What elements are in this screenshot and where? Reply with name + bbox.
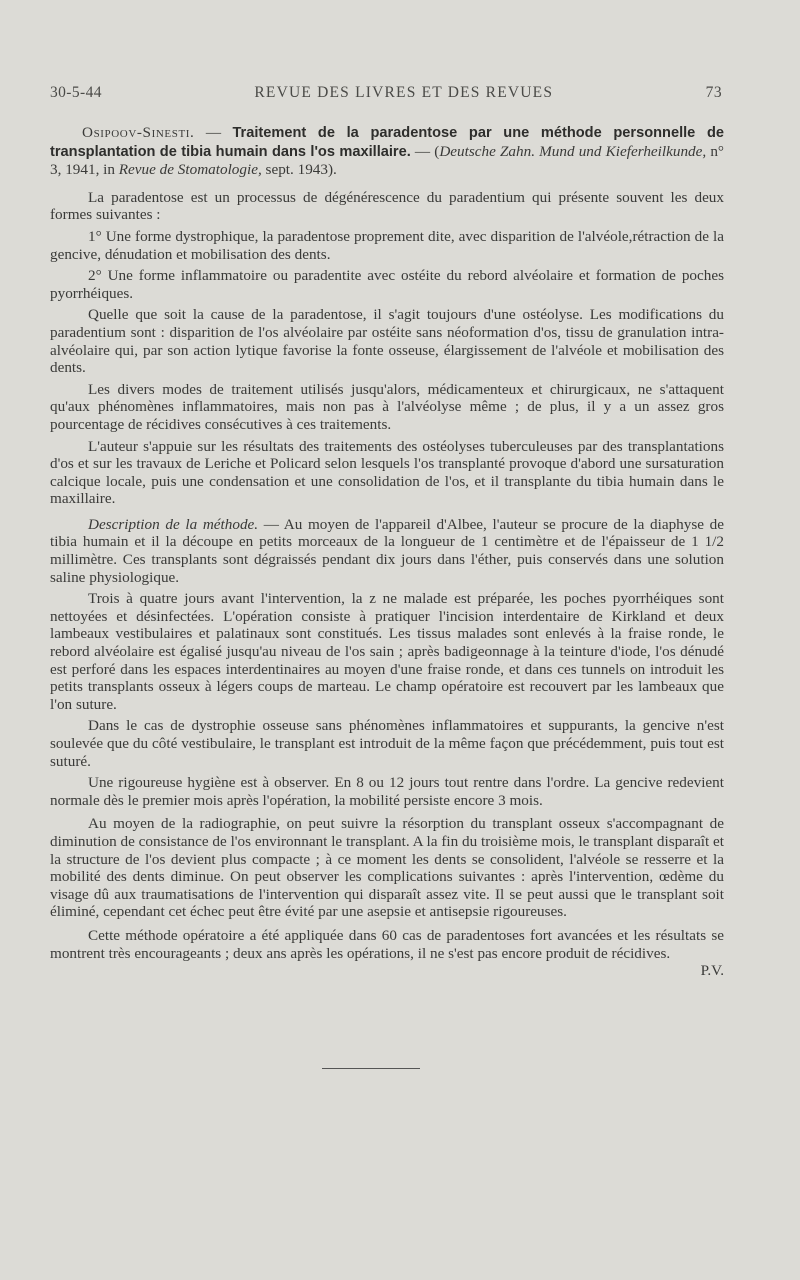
header-date: 30-5-44	[50, 84, 102, 101]
paragraph-text: — Au moyen de l'appareil d'Albee, l'auteur se procure de la diaphyse de tibia humain et il la découpe en petits morceaux de la longueur de 1 centimètre et de l'épaisseur de 1 1/2 millimètre. Ces transplants sont dégraissés pendant dix jours dans l'éther, puis conservés dans une solution saline physiologique.	[50, 515, 724, 586]
paragraph-text: Cette méthode opératoire a été appliquée dans 60 cas de paradentoses fort avancées et les résultats se montrent très encourageants ; deux ans après les opérations, il ne s'est pas encore produit de récidives.	[50, 926, 724, 962]
signature: P.V.	[700, 962, 724, 980]
paragraph: Une rigoureuse hygiène est à observer. En 8 ou 12 jours tout rentre dans l'ordre. La gencive redevient normale dès le premier mois après l'opération, la mobilité persiste encore 3 mois.	[50, 774, 724, 809]
paragraph: Dans le cas de dystrophie osseuse sans phénomènes inflammatoires et suppurants, la gencive n'est soulevée que du côté vestibulaire, le transplant est introduit de la même façon que précédemment, puis tout est suturé.	[50, 717, 724, 770]
running-header	[50, 84, 722, 102]
paragraph: Quelle que soit la cause de la paradentose, il s'agit toujours d'une ostéolyse. Les modifications du paradentium sont : disparition de l'os alvéolaire par ostéite sans néoformation d'os, tissu de granulation intra-alvéolaire qui, par son action lytique favorise la fonte osseuse, élargissement de l'alvéole et mobilisation des dents.	[50, 306, 724, 377]
section-label: Description de la méthode.	[88, 515, 259, 533]
paragraph: L'auteur s'appuie sur les résultats des traitements des ostéolyses tuberculeuses par des transplantations d'os et sur les travaux de Leriche et Policard selon lesquels l'os transplanté provoque d'abord une sursaturation calcique locale, puis une condensation et une consolidation de l'os, et il transplante du tibia humain dans le maxillaire.	[50, 437, 724, 508]
paragraph: Trois à quatre jours avant l'intervention, la z ne malade est préparée, les poches pyorrhéiques sont nettoyées et désinfectées. L'opération consiste à pratiquer l'incision interdentaire de Kirkland et deux lambeaux vestibulaires et palatinaux sont constitués. Les tissus malades sont enlevés à la fraise ronde, le rebord alvéolaire est égalisé jusqu'au niveau de l'os sain ; après badigeonnage à la teinture d'iode, l'os dénudé est perforé dans les espaces interdentinaires au moyen d'une fraise ronde, et dans ces tunnels on introduit les petits transplants osseux à légers coups de marteau. Le champ opératoire est recouvert par les lambeaux que l'on suture.	[50, 590, 724, 713]
citation	[50, 124, 724, 179]
paragraph: 1° Une forme dystrophique, la paradentose proprement dite, avec disparition de l'alvéole,rétraction de la gencive, dénudation et mobilisation des dents.	[50, 227, 724, 263]
citation-date: sept. 1943).	[261, 161, 337, 179]
paragraph: Les divers modes de traitement utilisés jusqu'alors, médicamenteux et chirurgicaux, ne s'attaquent qu'aux phénomènes inflammatoires, mais non pas à l'alvéolyse même ; de plus, il y a un assez gros pourcentage de récidives consécutives à ces traitements.	[50, 380, 724, 433]
page-number: 73	[705, 84, 722, 101]
citation-dash: —	[194, 124, 233, 141]
paragraph: 2° Une forme inflammatoire ou paradentite avec ostéite du rebord alvéolaire et formation de poches pyorrhéiques.	[50, 267, 724, 302]
citation-review: Revue de Stomatologie,	[118, 161, 262, 179]
section-divider	[322, 1068, 420, 1069]
paragraph: Au moyen de la radiographie, on peut suivre la résorption du transplant osseux s'accompagnant de diminution de consistance de l'os environnant le transplant. A la fin du troisième mois, le transplant disparaît et la structure de l'os devient plus compacte ; à ce moment les dents se consolident, l'alvéole se resserre et la mobilité des dents diminue. On peut observer les complications suivantes : après l'intervention, œdème du visage dû aux traumatisations de l'intervention qui disparaît assez vite. Il se peut aussi que le transplant soit éliminé, cependant cet échec peut être évité par une asepsie et antisepsie rigoureuses.	[50, 815, 724, 921]
citation-author: Osipoov-Sinesti.	[82, 124, 195, 141]
header-title: REVUE DES LIVRES ET DES REVUES	[254, 84, 554, 101]
article-body	[50, 124, 724, 980]
paragraph-final	[50, 926, 724, 980]
paragraph-method	[50, 516, 724, 586]
citation-dash2: — (	[410, 142, 440, 160]
citation-issue: n° 3, 1941, in	[50, 142, 724, 179]
citation-journal: Deutsche Zahn. Mund und Kieferheilkunde,	[439, 142, 707, 160]
paragraph: La paradentose est un processus de dégénérescence du paradentium qui présente souvent les deux formes suivantes :	[50, 188, 724, 224]
citation-title: Traitement de la paradentose par une méthode personnelle de transplantation de tibia humain dans l'os maxillaire.	[50, 125, 724, 160]
